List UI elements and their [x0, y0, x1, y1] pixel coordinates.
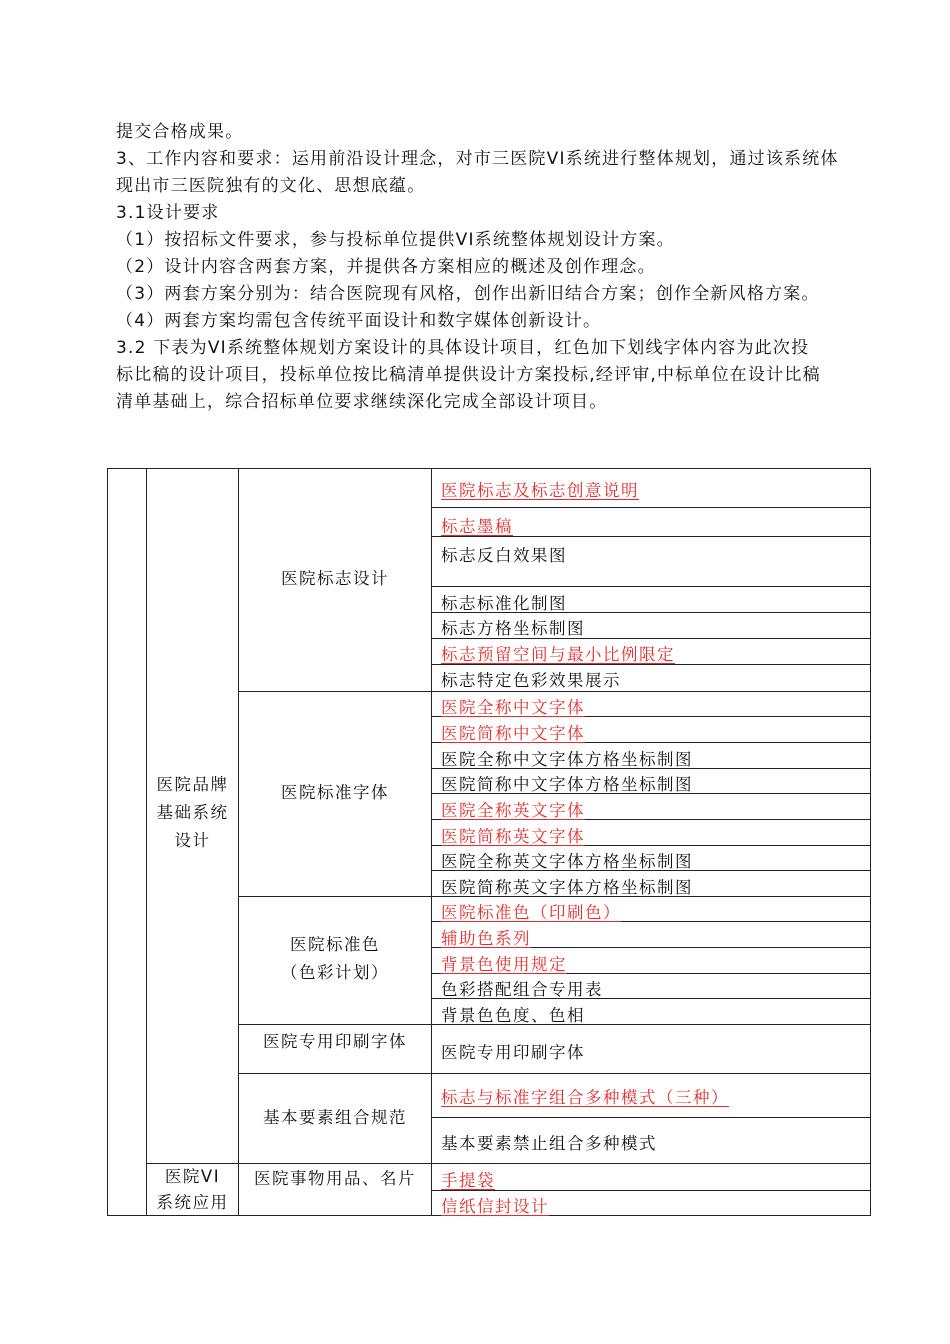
group-divider [238, 1163, 431, 1164]
intro-line: 标比稿的设计项目，投标单位按比稿清单提供设计方案投标,经评审,中标单位在设计比稿 [116, 365, 821, 385]
intro-line: （3）两套方案分别为：结合医院现有风格，创作出新旧结合方案；创作全新风格方案。 [116, 284, 820, 304]
item-auxiliary-colors: 辅助色系列 [441, 929, 531, 948]
row-divider [431, 1073, 871, 1074]
table-border-left [107, 468, 108, 1216]
item-font-short-cn-grid: 医院简称中文字体方格坐标制图 [441, 775, 693, 794]
group-divider [238, 691, 431, 692]
intro-line: 清单基础上，综合招标单位要求继续深化完成全部设计项目。 [116, 392, 608, 412]
group-standard-font: 医院标准字体 [281, 783, 389, 802]
item-forbidden-combination: 基本要素禁止组合多种模式 [441, 1134, 657, 1153]
item-logo-font-combination: 标志与标准字组合多种模式（三种） [441, 1088, 729, 1107]
item-color-combination: 色彩搭配组合专用表 [441, 980, 603, 999]
row-divider [431, 1163, 871, 1164]
item-font-full-en: 医院全称英文字体 [441, 801, 585, 820]
group-standard-color [239, 931, 431, 987]
item-letterhead-envelope: 信纸信封设计 [441, 1197, 549, 1216]
group-divider [238, 1024, 431, 1025]
group-print-font: 医院专用印刷字体 [263, 1032, 407, 1051]
item-font-short-en-grid: 医院简称英文字体方格坐标制图 [441, 878, 693, 897]
intro-line: （1）按招标文件要求，参与投标单位提供VI系统整体规划设计方案。 [116, 230, 675, 250]
item-logo-grid-drawing: 标志方格坐标制图 [441, 619, 585, 638]
col-divider-3 [431, 468, 432, 1216]
item-logo-reverse: 标志反白效果图 [441, 546, 567, 565]
row-divider [431, 691, 871, 692]
item-font-short-cn: 医院简称中文字体 [441, 724, 585, 743]
item-standard-color: 医院标准色（印刷色） [441, 903, 621, 922]
item-print-font: 医院专用印刷字体 [441, 1043, 585, 1062]
item-background-hue: 背景色色度、色相 [441, 1006, 585, 1025]
intro-line: （4）两套方案均需包含传统平面设计和数字媒体创新设计。 [116, 311, 602, 331]
item-handbag: 手提袋 [441, 1171, 495, 1190]
group-divider [238, 896, 431, 897]
intro-line: （2）设计内容含两套方案，并提供各方案相应的概述及创作理念。 [116, 257, 656, 277]
row-divider [431, 586, 871, 587]
group-line: （色彩计划） [281, 963, 389, 982]
category-line: 基础系统 [156, 803, 229, 822]
category-line: 医院品牌 [156, 775, 229, 794]
intro-line: 提交合格成果。 [116, 122, 244, 142]
intro-line: 3、工作内容和要求：运用前沿设计理念，对市三医院VI系统进行整体规划，通过该系统体 [116, 149, 839, 169]
item-logo-color-effect: 标志特定色彩效果展示 [441, 671, 621, 690]
item-font-full-cn: 医院全称中文字体 [441, 698, 585, 717]
item-logo-description: 医院标志及标志创意说明 [441, 481, 639, 500]
item-logo-ink: 标志墨稿 [441, 517, 513, 536]
table-border-top [107, 468, 871, 469]
item-font-full-en-grid: 医院全称英文字体方格坐标制图 [441, 852, 693, 871]
category-line: 设计 [174, 831, 211, 850]
item-font-full-cn-grid: 医院全称中文字体方格坐标制图 [441, 750, 693, 769]
intro-line: 3.2 下表为VI系统整体规划方案设计的具体设计项目，红色加下划线字体内容为此次投 [116, 338, 810, 358]
row-divider [431, 1190, 871, 1191]
category-brand-basic [147, 771, 238, 855]
category-line: 医院VI [164, 1167, 221, 1186]
intro-line: 现出市三医院独有的文化、思想底蕴。 [116, 176, 426, 196]
item-logo-standard-drawing: 标志标准化制图 [441, 594, 567, 613]
item-logo-clearspace: 标志预留空间与最小比例限定 [441, 645, 675, 664]
category-vi-application [147, 1164, 238, 1216]
group-office-supplies: 医院事物用品、名片 [254, 1169, 416, 1188]
category-line: 系统应用 [156, 1193, 229, 1212]
row-divider [431, 507, 871, 508]
group-divider [238, 1073, 431, 1074]
group-logo-design: 医院标志设计 [281, 569, 389, 588]
item-background-rules: 背景色使用规定 [441, 955, 567, 974]
intro-line: 3.1设计要求 [116, 203, 220, 223]
group-line: 医院标准色 [290, 935, 380, 954]
item-font-short-en: 医院简称英文字体 [441, 827, 585, 846]
row-divider [431, 1117, 871, 1118]
table-border-right [870, 468, 871, 1216]
group-element-combination: 基本要素组合规范 [263, 1108, 407, 1127]
